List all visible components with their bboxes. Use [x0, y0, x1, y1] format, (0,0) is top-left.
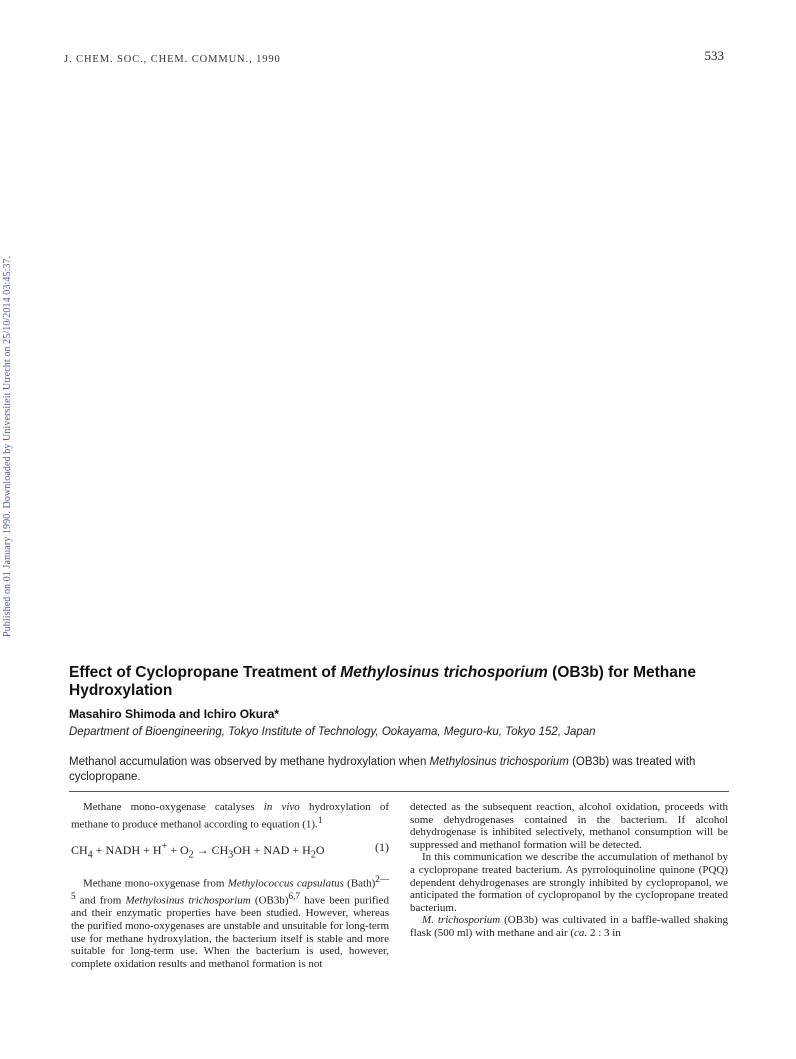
body-paragraph: Methane mono-oxygenase catalyses in vivo hydroxylation of methane to produce methanol according to equation (1).$^1$: [71, 801, 389, 831]
body-paragraph: detected as the subsequent reaction, alcohol oxidation, proceeds with some dehydrogenases contained in the bacterium. If alcohol dehydrogenase is inhibited selectively, methanol consumption will be suppressed and methanol formation will be detected.: [410, 801, 728, 851]
abstract-divider: [69, 791, 729, 792]
page-number: 533: [704, 48, 724, 63]
running-head: J. CHEM. SOC., CHEM. COMMUN., 1990: [64, 54, 281, 65]
body-column-left: [71, 801, 389, 970]
abstract-species: Methylosinus trichosporium: [429, 756, 569, 768]
body-paragraph: In this communication we describe the accumulation of methanol by a cyclopropane treated bacterium. As pyrroloquinoline quinone (PQQ) dependent dehydrogenases are strongly inhibited by cyclopropanol, we anticipated the formation of cyclopropanol by the cyclopropane treated bacterium.: [410, 851, 728, 914]
equation-number: (1): [375, 839, 389, 854]
body-column-right: [410, 801, 728, 940]
equation-1: $CH_4$ + NADH + $H^+ + O_2 \to CH_3OH$ + NAD + $H_2O$ (1): [71, 839, 389, 861]
article-authors: Masahiro Shimoda and Ichiro Okura*: [69, 707, 280, 721]
author-affiliation: Department of Bioengineering, Tokyo Institute of Technology, Ookayama, Meguro-ku, Tokyo 152, Japan: [69, 726, 596, 738]
title-species: Methylosinus trichosporium: [340, 664, 548, 681]
download-watermark: [2, 232, 18, 637]
article-abstract: Methanol accumulation was observed by methane hydroxylation when Methylosinus trichosporium (OB3b) was treated with cyclopropane.: [69, 756, 696, 783]
download-watermark-text: Published on 01 January 1990. Downloaded by Universiteit Utrecht on 25/10/2014 03:45:37.: [2, 255, 13, 637]
article-title: Effect of Cyclopropane Treatment of Methylosinus trichosporium (OB3b) for Methane Hydroxylation: [69, 664, 696, 699]
body-paragraph: M. trichosporium (OB3b) was cultivated in a baffle-walled shaking flask (500 ml) with methane and air (ca. 2 : 3 in: [410, 914, 728, 939]
body-paragraph: Methane mono-oxygenase from Methylococcus capsulatus (Bath)$^{2—5}$ and from Methylosinus trichosporium $(OB3b)^{6,7}$ have been purified and their enzymatic properties have been studied. However, whereas the purified mono-oxygenases are unstable and unsuitable for long-term use for methane hydroxylation, the bacterium itself is stable and more suitable for long-term use. When the bacterium is used, however, complete oxidation results and methanol formation is not: [71, 873, 390, 970]
